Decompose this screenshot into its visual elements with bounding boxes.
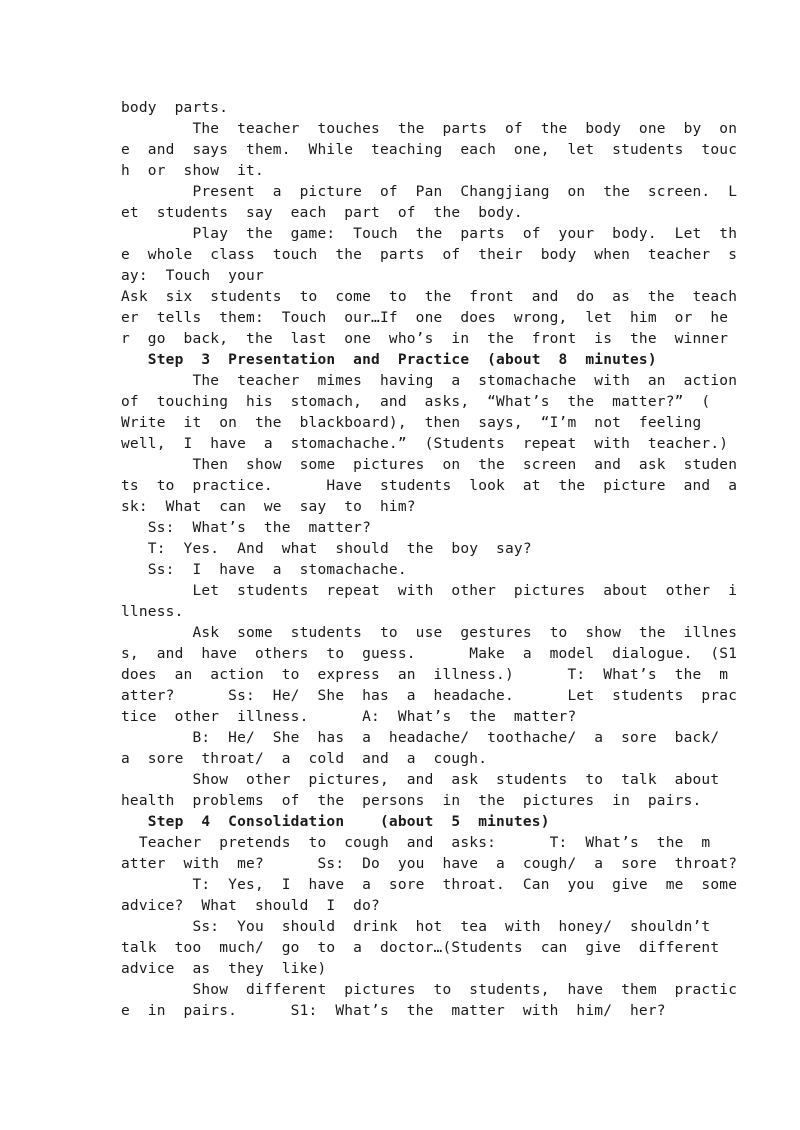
text-line: T: Yes, I have a sore throat. Can you give me some xyxy=(121,877,738,893)
text-line: Teacher pretends to cough and asks: T: What’s the m xyxy=(121,835,711,851)
text-line: tice other illness. A: What’s the matter? xyxy=(121,709,577,725)
text-line: Ss: I have a stomachache. xyxy=(121,562,407,578)
text-line: e whole class touch the parts of their body when teacher s xyxy=(121,247,738,263)
text-line: body parts. xyxy=(121,100,229,116)
text-line: Write it on the blackboard), then says, “I’m not feeling xyxy=(121,415,702,431)
text-line: r go back, the last one who’s in the front is the winner xyxy=(121,331,729,347)
text-line: s, and have others to guess. Make a model dialogue. (S1 xyxy=(121,646,738,662)
text-line: h or show it. xyxy=(121,163,264,179)
step-heading: Step 3 Presentation and Practice (about 8 minutes) xyxy=(121,352,657,368)
step-heading: Step 4 Consolidation (about 5 minutes) xyxy=(121,814,550,830)
text-line: of touching his stomach, and asks, “What’s the matter?” ( xyxy=(121,394,711,410)
text-line: The teacher mimes having a stomachache with an action xyxy=(121,373,738,389)
text-line: llness. xyxy=(121,604,184,620)
text-line: e in pairs. S1: What’s the matter with him/ her? xyxy=(121,1003,666,1019)
text-line: et students say each part of the body. xyxy=(121,205,523,221)
text-line: B: He/ She has a headache/ toothache/ a sore back/ xyxy=(121,730,720,746)
text-line: sk: What can we say to him? xyxy=(121,499,416,515)
text-line: er tells them: Touch our…If one does wrong, let him or he xyxy=(121,310,729,326)
text-line: talk too much/ go to a doctor…(Students can give different xyxy=(121,940,720,956)
text-line: Play the game: Touch the parts of your body. Let th xyxy=(121,226,738,242)
text-line: e and says them. While teaching each one, let students touc xyxy=(121,142,738,158)
text-line: atter? Ss: He/ She has a headache. Let students prac xyxy=(121,688,738,704)
text-line: advice? What should I do? xyxy=(121,898,380,914)
text-line: ay: Touch your xyxy=(121,268,264,284)
text-line: does an action to express an illness.) T: What’s the m xyxy=(121,667,729,683)
text-line: Then show some pictures on the screen and ask studen xyxy=(121,457,738,473)
text-line: The teacher touches the parts of the body one by on xyxy=(121,121,738,137)
text-line: Present a picture of Pan Changjiang on the screen. L xyxy=(121,184,738,200)
text-line: Let students repeat with other pictures about other i xyxy=(121,583,738,599)
text-line: health problems of the persons in the pictures in pairs. xyxy=(121,793,702,809)
text-line: Ask six students to come to the front and do as the teach xyxy=(121,289,738,305)
text-line: well, I have a stomachache.” (Students repeat with teacher.) xyxy=(121,436,729,452)
text-line: ts to practice. Have students look at the picture and a xyxy=(121,478,738,494)
text-line: Ss: What’s the matter? xyxy=(121,520,372,536)
text-line: T: Yes. And what should the boy say? xyxy=(121,541,532,557)
text-line: Show different pictures to students, have them practic xyxy=(121,982,738,998)
text-line: advice as they like) xyxy=(121,961,327,977)
text-line: Ss: You should drink hot tea with honey/ shouldn’t xyxy=(121,919,711,935)
text-line: a sore throat/ a cold and a cough. xyxy=(121,751,488,767)
text-line: Ask some students to use gestures to show the illnes xyxy=(121,625,738,641)
text-line: atter with me? Ss: Do you have a cough/ a sore throat? xyxy=(121,856,738,872)
text-line: Show other pictures, and ask students to talk about xyxy=(121,772,720,788)
